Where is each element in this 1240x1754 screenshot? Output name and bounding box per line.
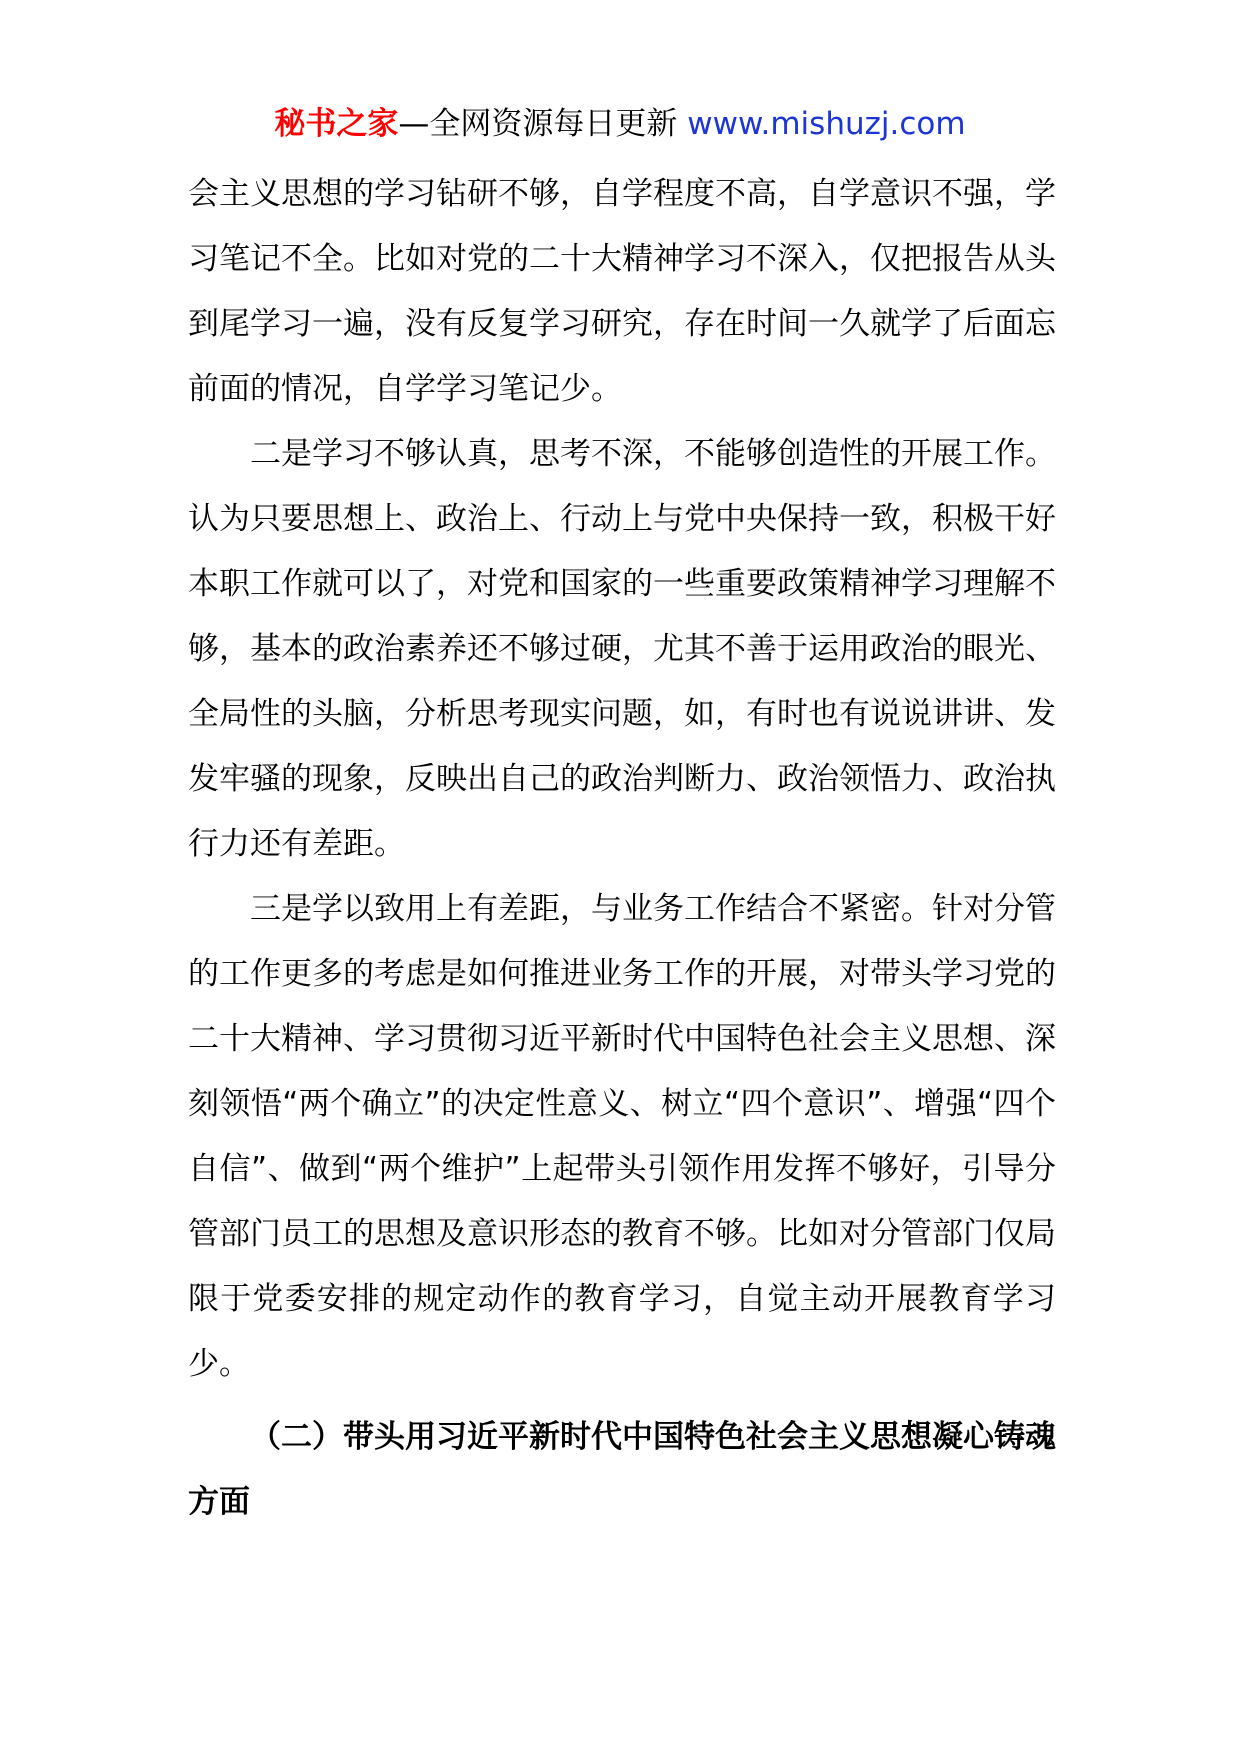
paragraph-point-three: 三是学以致用上有差距，与业务工作结合不紧密。针对分管的工作更多的考虑是如何推进业务工作的开展，对带头学习党的二十大精神、学习贯彻习近平新时代中国特色社会主义思想、深刻领悟“两个确立”的决定性意义、树立“四个意识”、增强“四个自信”、做到“两个维护”上起带头引领作用发挥不够好，引导分管部门员工的思想及意识形态的教育不够。比如对分管部门仅局限于党委安排的规定动作的教育学习，自觉主动开展教育学习少。 [188,891,1056,1382]
paragraph-continued: 会主义思想的学习钻研不够，自学程度不高，自学意识不强，学习笔记不全。比如对党的二十大精神学习不深入，仅把报告从头到尾学习一遍，没有反复学习研究，存在时间一久就学了后面忘前面的情况，自学学习笔记少。 [188,176,1056,407]
document-body [188,162,1056,1535]
section-heading: （二）带头用习近平新时代中国特色社会主义思想凝心铸魂方面 [188,1419,1056,1520]
header-tagline: —全网资源每日更新 [398,106,678,142]
site-header [0,100,1240,148]
paragraph-point-two: 二是学习不够认真，思考不深，不能够创造性的开展工作。认为只要思想上、政治上、行动上与党中央保持一致，积极干好本职工作就可以了，对党和国家的一些重要政策精神学习理解不够，基本的政治素养还不够过硬，尤其不善于运用政治的眼光、全局性的头脑，分析思考现实问题，如，有时也有说说讲讲、发发牢骚的现象，反映出自己的政治判断力、政治领悟力、政治执行力还有差距。 [188,436,1056,862]
site-url-link[interactable]: www.mishuzj.com [687,106,966,142]
brand-name: 秘书之家 [274,106,399,142]
